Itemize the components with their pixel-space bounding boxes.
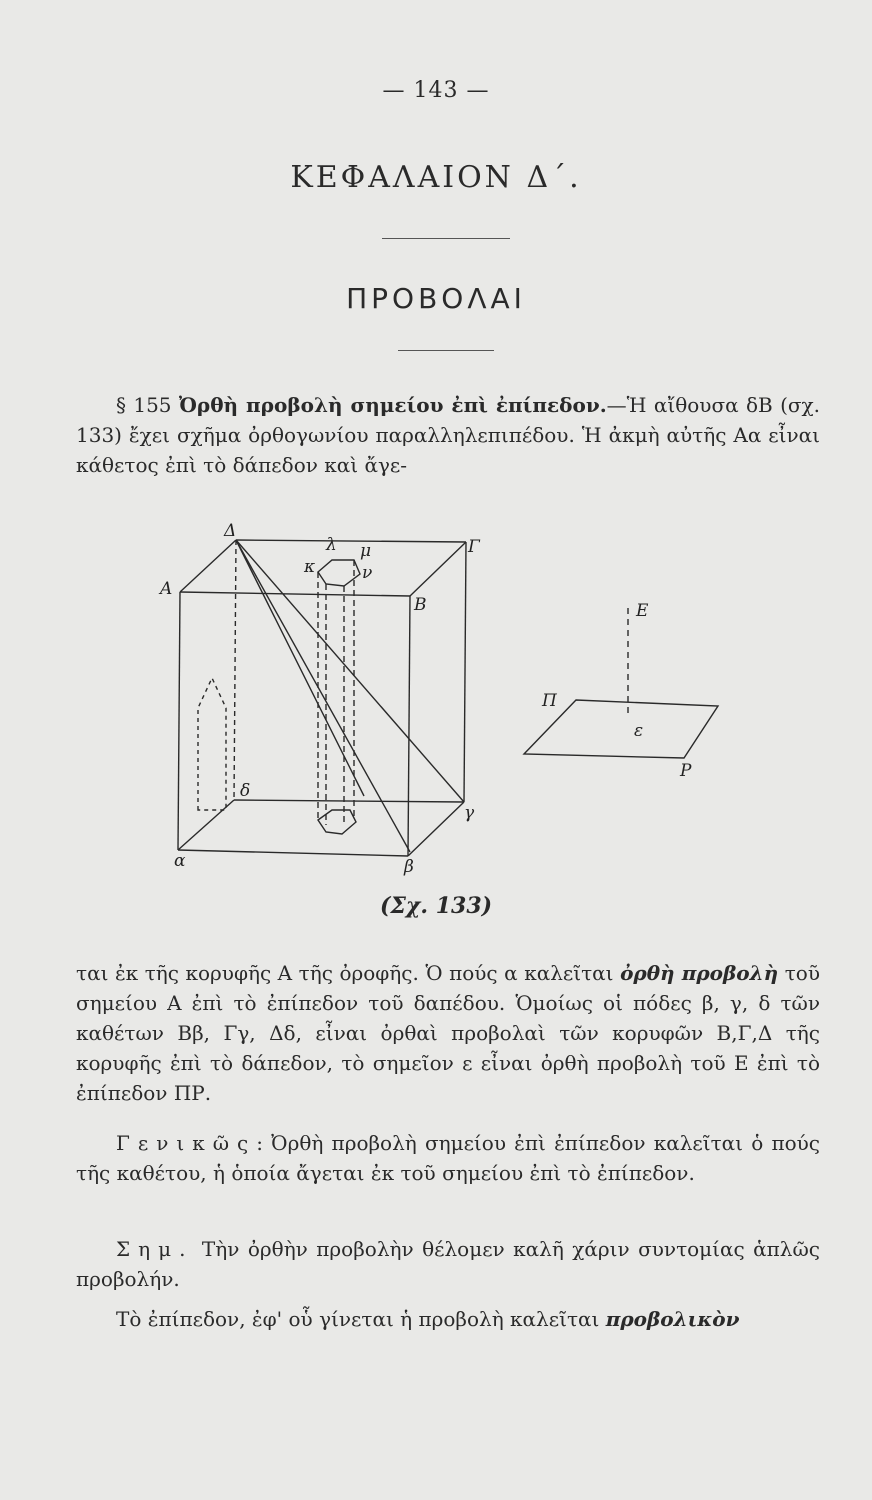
paragraph-text: Τὸ ἐπίπεδον, ἐφ' οὗ γίνεται ἡ προβολὴ καλεῖται <box>116 1307 606 1331</box>
label-nu: ν <box>362 563 373 583</box>
label-B: Β <box>414 595 427 615</box>
paragraph-section-155 <box>76 390 820 480</box>
label-delta: δ <box>240 781 251 801</box>
paragraph-note <box>76 1234 820 1294</box>
label-E: Ε <box>636 601 649 621</box>
diagonal-1 <box>236 540 410 852</box>
edge-Delta-Gamma <box>236 540 466 542</box>
label-lambda: λ <box>326 535 337 555</box>
paragraph-text: Τὴν ὀρθὴν προβολὴν θέλομεν καλῆ χάριν συντομίας ἁπλῶς προβολήν. <box>76 1237 820 1291</box>
edge-Gamma-B <box>410 542 466 596</box>
label-Pi: Π <box>542 691 557 711</box>
paragraph-general-rule <box>76 1128 820 1188</box>
page-number: — 143 — <box>382 78 490 103</box>
label-Gamma: Γ <box>468 537 480 557</box>
section-heading: ΠΡΟΒΟΛΑΙ <box>346 282 526 315</box>
edge-beta-gamma <box>408 802 464 856</box>
lead-word-genikos: Γενικῶς <box>116 1131 257 1155</box>
section-intro-text: —Ἡ αἴθουσα δΒ (σχ. 133) ἔχει σχῆμα ὀρθογωνίου παραλληλεπιπέδου. Ἡ ἀκμὴ αὐτῆς Αα εἶναι κάθετος ἐπὶ τὸ δάπεδον καὶ ἄγε- <box>76 393 821 477</box>
section-title: Ὀρθὴ προβολὴ σημείου ἐπὶ ἐπίπεδον. <box>178 393 607 417</box>
paragraph-projection-definition <box>76 958 820 1108</box>
note-lead: Σημ. <box>116 1237 194 1261</box>
divider-bottom <box>398 350 494 351</box>
wall-sketch <box>198 678 226 810</box>
label-beta: β <box>404 857 414 877</box>
label-gamma: γ <box>464 803 475 823</box>
figure-133 <box>150 520 750 890</box>
label-mu: μ <box>360 541 372 561</box>
term-orthi-provoli: ὀρθὴ προβολὴ <box>620 961 779 985</box>
paragraph-text: : Ὀρθὴ προβολὴ σημείου ἐπὶ ἐπίπεδον καλεῖται ὁ πούς τῆς καθέτου, ἡ ὁποία ἄγεται ἐκ τοῦ σημείου ἐπὶ τὸ ἐπίπεδον. <box>76 1131 820 1185</box>
label-kappa: κ <box>304 557 316 577</box>
section-number: § 155 <box>116 393 172 417</box>
label-alpha: α <box>174 851 186 871</box>
paragraph-projection-plane <box>76 1304 820 1334</box>
edge-delta-gamma <box>234 800 464 802</box>
edge-alpha-beta <box>178 850 408 856</box>
term-provolikon: προβολικὸν <box>605 1307 740 1331</box>
edge-A-alpha <box>178 592 180 850</box>
edge-A-Delta <box>180 540 236 592</box>
edge-Gamma-gamma <box>464 542 466 802</box>
paragraph-text: τοῦ σημείου Α ἐπὶ τὸ ἐπίπεδον τοῦ δαπέδου. Ὁμοίως οἱ πόδες β, γ, δ τῶν καθέτων Ββ, Γγ, Δδ, εἶναι ὀρθαὶ προβολαὶ τῶν κορυφῶν Β,Γ,Δ τῆς κορυφῆς ἐπὶ τὸ δάπεδον, τὸ σημεῖον ε εἶναι ὀρθὴ προβολὴ τοῦ Ε ἐπὶ τὸ ἐπίπεδον ΠΡ. <box>76 961 821 1105</box>
edge-Delta-delta <box>234 540 236 800</box>
edge-B-beta <box>408 596 410 856</box>
polygon-projection <box>318 810 356 834</box>
figure-caption: (Σχ. 133) <box>379 893 493 919</box>
diagonal-2 <box>236 540 464 802</box>
diagonal-3 <box>236 540 364 796</box>
label-Rho: Ρ <box>680 761 692 781</box>
chapter-title: ΚΕΦΑΛΑΙΟΝ Δ΄. <box>290 160 582 195</box>
label-Delta: Δ <box>224 521 237 541</box>
divider-top <box>382 238 510 239</box>
label-A: Α <box>160 579 173 599</box>
label-epsilon: ε <box>634 721 644 741</box>
edge-A-B <box>180 592 410 596</box>
paragraph-text: ται ἐκ τῆς κορυφῆς Α τῆς ὀροφῆς. Ὁ πούς α καλεῖται <box>76 961 621 985</box>
